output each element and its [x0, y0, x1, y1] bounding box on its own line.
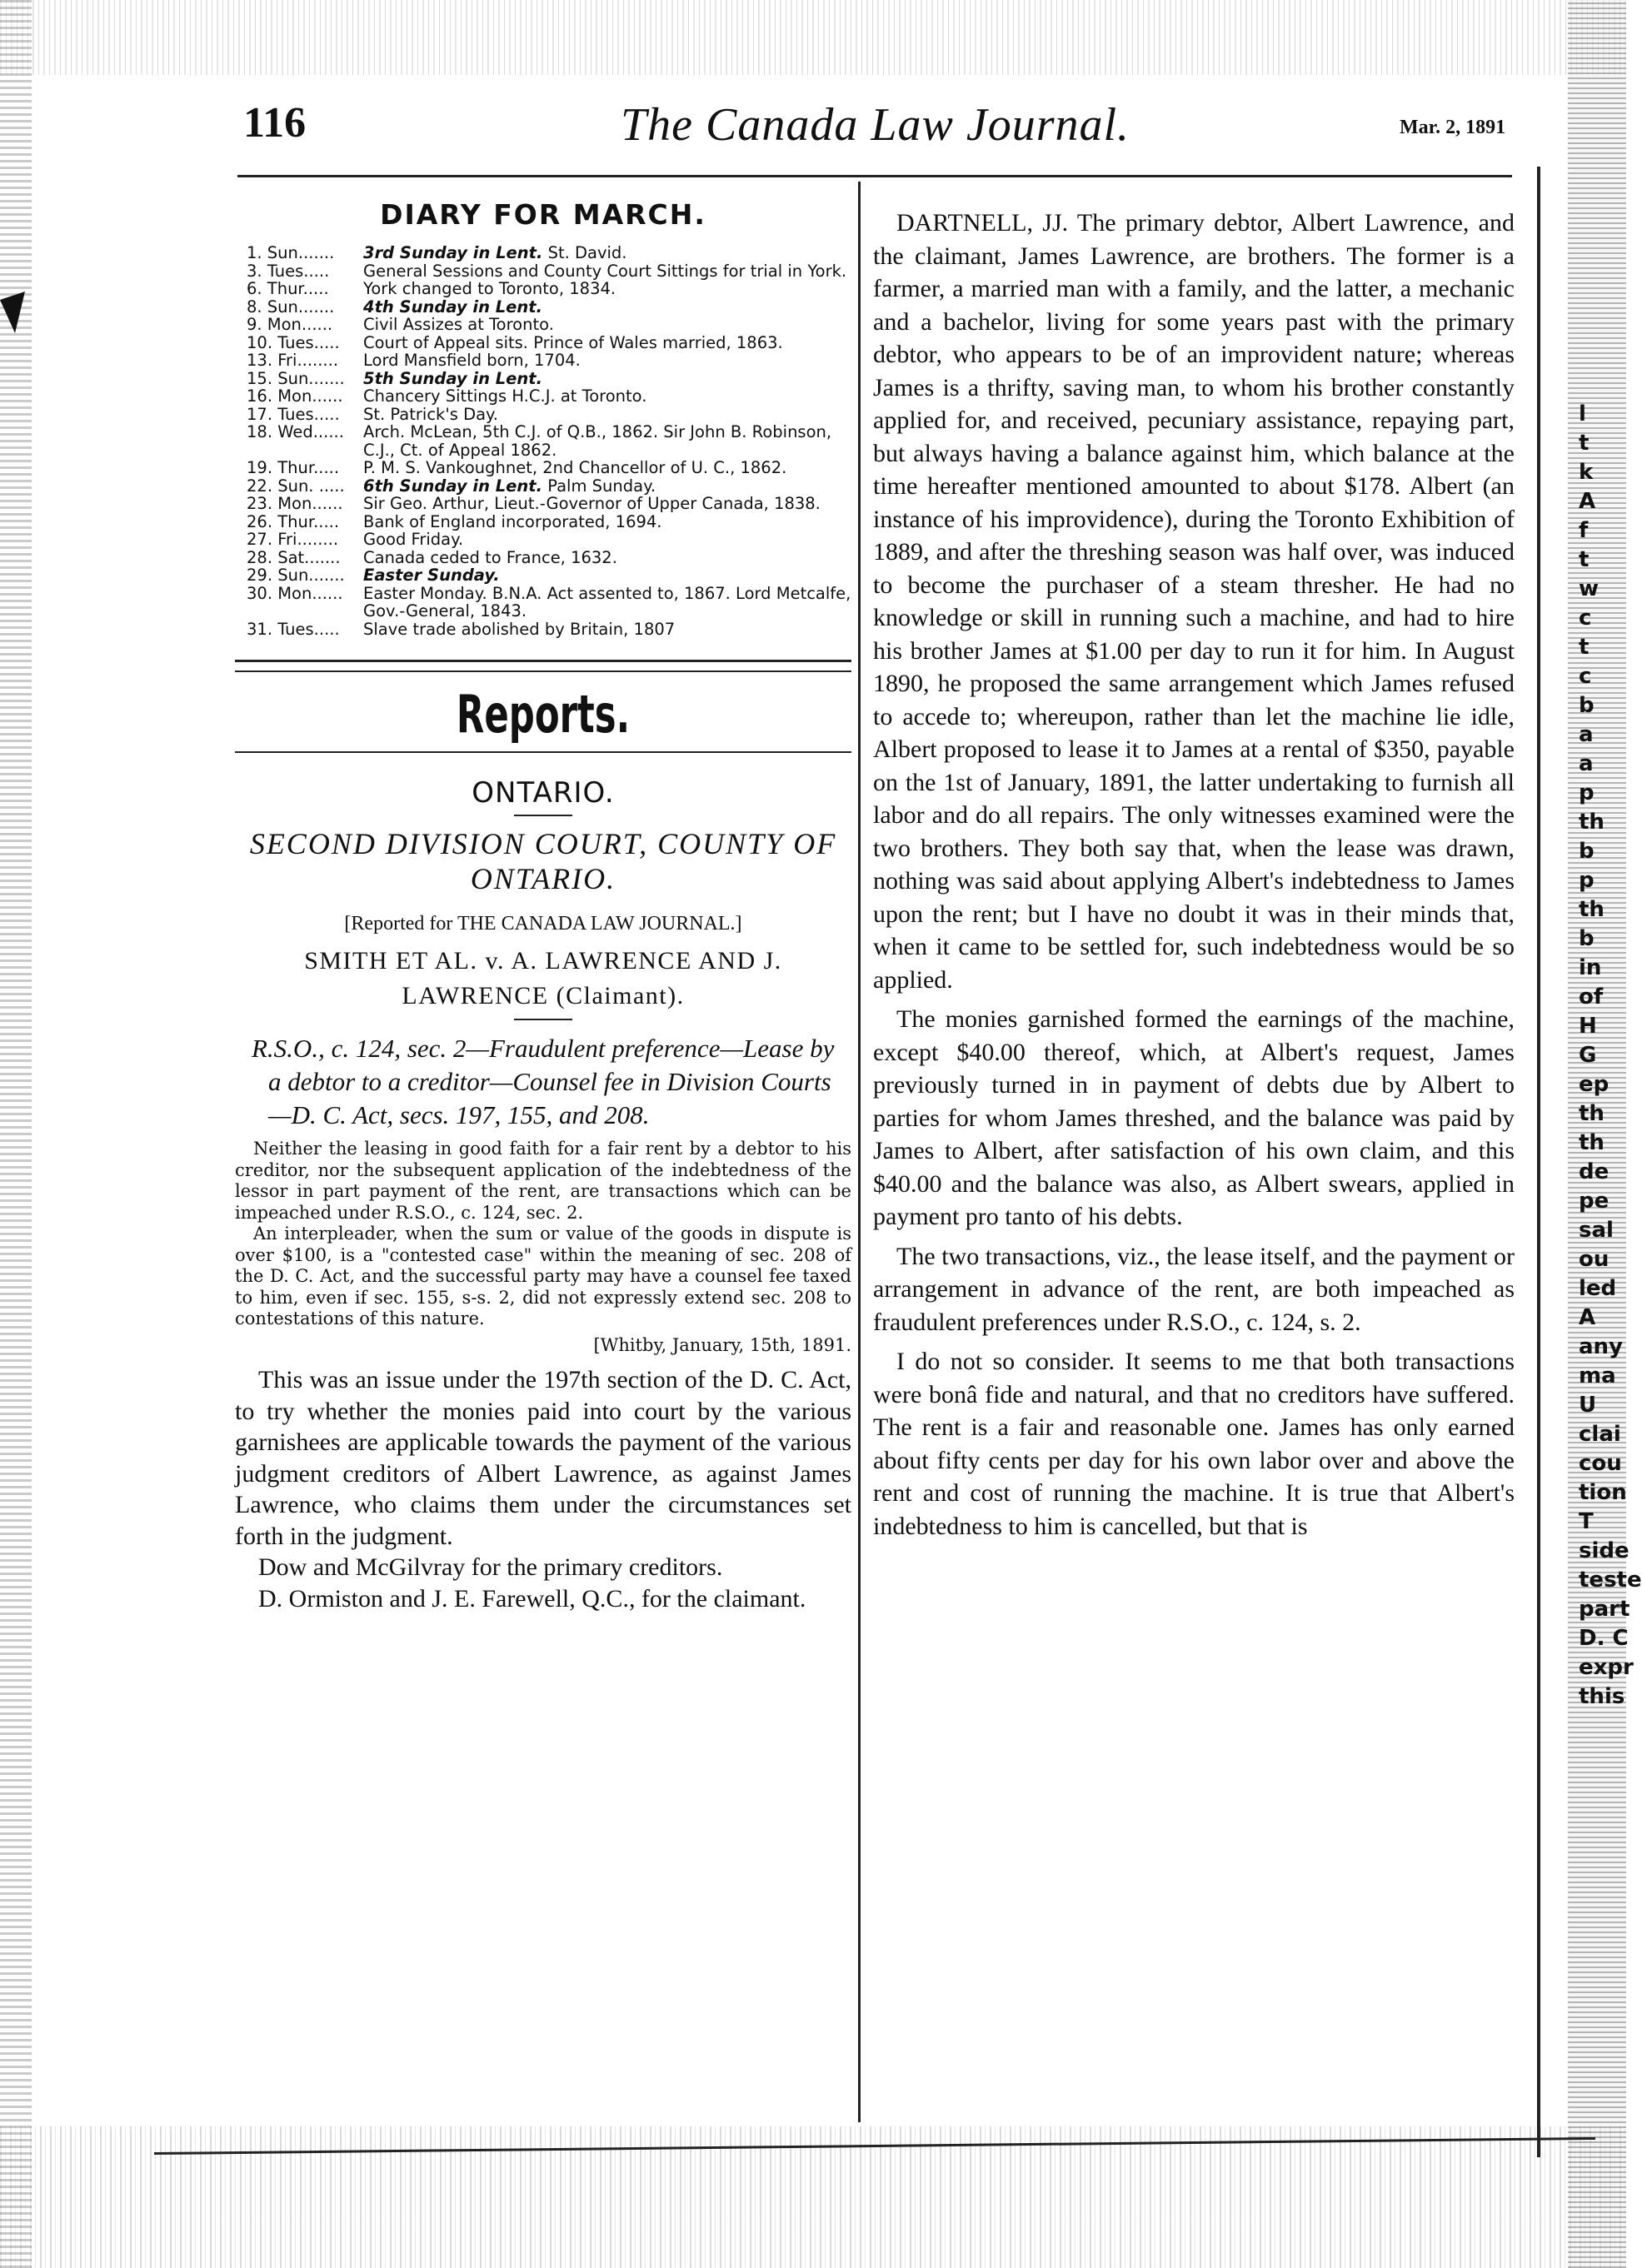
diary-date: 9. Mon......: [247, 315, 333, 334]
diary-entry: [235, 495, 851, 513]
margin-fragment: th: [1579, 1101, 1605, 1126]
diary-entry: [235, 477, 851, 496]
judgment-paragraph: I do not so consider. It seems to me that both transactions were bonâ fide and natural, and that no creditors have suffered. The rent is a fair and reasonable one. James has only earned about fifty cents per day for his own labor over and above the rent and cost of running the machine. It is true that Albert's indebtedness to him is cancelled, but that is: [873, 1348, 1515, 1540]
margin-fragment: a: [1579, 751, 1594, 776]
diary-event-text: Easter Sunday.: [363, 566, 500, 585]
margin-fragment: side: [1579, 1538, 1630, 1563]
judgment-paragraph: The two transactions, viz., the lease itself, and the payment or arrangement in advance of the rent, are both impeached as fraudulent preferences under R.S.O., c. 124, s. 2.: [873, 1242, 1515, 1336]
diary-event-text: Slave trade abolished by Britain, 1807: [363, 619, 676, 639]
diary-event: [363, 406, 851, 424]
diary-entry: [235, 406, 851, 424]
right-frame-line: [1537, 167, 1540, 2157]
margin-fragment: w: [1579, 576, 1600, 601]
diary-entry: [235, 513, 851, 531]
diary-date: 29. Sun.......: [247, 566, 345, 585]
diary-entry: [235, 370, 851, 388]
header-rule: [237, 175, 1512, 177]
reported-for-note: [Reported for THE CANADA LAW JOURNAL.]: [344, 913, 742, 935]
margin-fragment: f: [1579, 518, 1589, 543]
diary-event-text: 4th Sunday in Lent.: [363, 297, 543, 317]
diary-event-text: Canada ceded to France, 1632.: [363, 547, 617, 567]
margin-fragment: of: [1579, 984, 1604, 1009]
headnote: R.S.O., c. 124, sec. 2—Fraudulent preference—Lease by a debtor to a creditor—Counsel fee in Division Courts—D. C. Act, secs. 197, 155, and 208.: [252, 1034, 835, 1129]
counsel-line: Dow and McGilvray for the primary creditors.: [258, 1553, 723, 1581]
diary-event-text: Bank of England incorporated, 1694.: [363, 511, 662, 531]
short-rule: [514, 1019, 572, 1020]
case-summary: [235, 1139, 851, 1356]
diary-event-text: Sir Geo. Arthur, Lieut.-Governor of Upper Canada, 1838.: [363, 494, 821, 513]
reports-heading: Reports.: [456, 684, 631, 745]
diary-event-text: Court of Appeal sits. Prince of Wales married, 1863.: [363, 332, 783, 352]
diary-date: 15. Sun.......: [247, 368, 345, 388]
diary-date: 23. Mon......: [247, 494, 343, 513]
section-rule: [235, 751, 851, 753]
diary-event: [363, 549, 851, 567]
margin-fragment: sal: [1579, 1218, 1614, 1243]
margin-fragment: k: [1579, 460, 1594, 485]
diary-entry: [235, 244, 851, 262]
margin-fragment: D. C: [1579, 1626, 1629, 1651]
diary-date: 1. Sun.......: [247, 243, 335, 262]
diary-entry: [235, 298, 851, 317]
diary-date: 3. Tues.....: [247, 261, 330, 281]
diary-date: 19. Thur.....: [247, 458, 340, 477]
left-body-text: [235, 1364, 851, 1614]
diary-event-text: 6th Sunday in Lent.: [363, 476, 543, 496]
diary-date: 6. Thur.....: [247, 279, 329, 298]
diary-event: [363, 351, 851, 370]
judgment-paragraph: The monies garnished formed the earnings of the machine, except $40.00 thereof, which, at Albert's request, James previously turned in in payment of debts due by Albert to parties for whom James threshed, and the balance was paid by James to Albert, after satisfaction of his own claim, and this $40.00 and the balance was also, as Albert swears, applied in payment pro tanto of his debts.: [873, 1005, 1515, 1230]
diary-date: 13. Fri........: [247, 351, 339, 370]
diary-entry: [235, 459, 851, 477]
issue-date: Mar. 2, 1891: [1400, 117, 1506, 138]
diary-entry: [235, 334, 851, 352]
margin-fragment: teste: [1579, 1568, 1642, 1593]
diary-event: [363, 298, 851, 317]
diary-event: [363, 585, 851, 621]
diary-event-extra: St. David.: [542, 243, 627, 262]
margin-fragment: pe: [1579, 1189, 1610, 1214]
diary-date: 27. Fri........: [247, 530, 339, 549]
diary-entry: [235, 531, 851, 549]
margin-fragment: ma: [1579, 1363, 1616, 1388]
case-name: SMITH ET AL. v. A. LAWRENCE AND J. LAWRENCE (Claimant).: [304, 947, 782, 1009]
diary-event: [363, 423, 851, 459]
margin-fragment: b: [1579, 926, 1595, 951]
diary-event: [363, 495, 851, 513]
margin-fragment: T: [1579, 1509, 1594, 1534]
column-divider: [858, 182, 861, 2122]
diary-event-text: Lord Mansfield born, 1704.: [363, 351, 581, 370]
diary-event: [363, 513, 851, 531]
margin-fragment: tion: [1579, 1480, 1627, 1505]
diary-date: 18. Wed......: [247, 422, 344, 441]
diary-date: 10. Tues.....: [247, 332, 340, 352]
margin-fragment: a: [1579, 722, 1594, 747]
scan-noise-left: [0, 0, 32, 2268]
diary-event-text: Good Friday.: [363, 530, 464, 549]
margin-fragment: t: [1579, 547, 1590, 572]
margin-fragment: th: [1579, 897, 1605, 922]
diary-entry: [235, 316, 851, 334]
margin-fragment: p: [1579, 780, 1595, 805]
counsel-line: D. Ormiston and J. E. Farewell, Q.C., for the claimant.: [258, 1584, 806, 1613]
margin-fragment: G: [1579, 1043, 1597, 1068]
summary-paragraph: An interpleader, when the sum or value of the goods in dispute is over $100, is a "contested case" within the meaning of sec. 208 of the D. C. Act, and the successful party may have a counsel fee taxed to him, even if sec. 155, s-s. 2, did not expressly extend sec. 208 to contestations of this nature.: [235, 1224, 851, 1328]
diary-event: [363, 262, 851, 281]
diary-entry: [235, 423, 851, 459]
diary-date: 17. Tues.....: [247, 404, 340, 424]
diary-title: DIARY FOR MARCH.: [380, 198, 706, 231]
section-double-rule: [235, 660, 851, 672]
diary-event-text: General Sessions and County Court Sittings for trial in York.: [363, 261, 847, 281]
margin-fragment: t: [1579, 635, 1590, 660]
margin-fragment: this: [1579, 1684, 1625, 1709]
diary-date: 31. Tues.....: [247, 619, 340, 639]
scan-noise-top: [0, 0, 1626, 75]
diary-entry: [235, 566, 851, 585]
summary-paragraph: Neither the leasing in good faith for a fair rent by a debtor to his creditor, nor the subsequent application of the indebtedness of the lessor in part payment of the rent, are transactions which can be impeached under R.S.O., c. 124, sec. 2.: [235, 1139, 851, 1223]
margin-fragment: de: [1579, 1159, 1610, 1184]
margin-fragment: expr: [1579, 1655, 1634, 1680]
short-rule: [514, 815, 572, 816]
diary-event-text: P. M. S. Vankoughnet, 2nd Chancellor of U. C., 1862.: [363, 458, 787, 477]
margin-fragment: A: [1579, 1305, 1596, 1330]
diary-event-text: Chancery Sittings H.C.J. at Toronto.: [363, 386, 647, 406]
case-citation: [Whitby, January, 15th, 1891.: [593, 1334, 851, 1355]
diary-event-text: Easter Monday. B.N.A. Act assented to, 1867. Lord Metcalfe, Gov.-General, 1843.: [363, 583, 851, 621]
diary-date: 26. Thur.....: [247, 511, 340, 531]
margin-fragment: any: [1579, 1334, 1624, 1359]
margin-fragment: in: [1579, 955, 1602, 980]
diary-event: [363, 244, 851, 262]
diary-entry: [235, 585, 851, 621]
body-paragraph: This was an issue under the 197th section of the D. C. Act, to try whether the monies paid into court by the various garnishees are applicable towards the payment of the various judgment creditors of Albert Lawrence, as against James Lawrence, who claims them under the circumstances set forth in the judgment.: [235, 1366, 851, 1550]
margin-fragment: c: [1579, 664, 1592, 689]
margin-fragment: H: [1579, 1014, 1597, 1039]
diary-event: [363, 566, 851, 585]
diary-date: 22. Sun. .....: [247, 476, 345, 496]
margin-fragment: th: [1579, 810, 1605, 835]
journal-title: The Canada Law Journal.: [621, 99, 1130, 151]
diary-event: [363, 477, 851, 496]
margin-fragment: b: [1579, 839, 1595, 864]
left-column: [235, 190, 851, 1614]
diary-event: [363, 334, 851, 352]
diary-event-text: Arch. McLean, 5th C.J. of Q.B., 1862. Sir John B. Robinson, C.J., Ct. of Appeal 1862.: [363, 422, 832, 460]
court-heading: SECOND DIVISION COURT, COUNTY OF ONTARIO.: [249, 827, 837, 895]
judgment-paragraph: DARTNELL, JJ. The primary debtor, Albert Lawrence, and the claimant, James Lawrence, are brothers. The former is a farmer, a married man with a family, and the latter, a mechanic and a bachelor, living for some years past with the primary debtor, who appears to be of an improvident nature; whereas James is a thrifty, saving man, to whom his brother constantly applied for, and received, pecuniary assistance, repaying part, but always having a balance against him, which balance at the time hereafter mentioned amounted to about $178. Albert (an instance of his improvidence), during the Toronto Exhibition of 1889, and after the threshing season was half over, was induced to become the purchaser of a steam thresher. He had no knowledge or skill in running such a machine, and had to hire his brother James at $1.00 per day to run it for him. In August 1890, he proposed the same arrangement which James refused to accede to; whereupon, rather than let the machine lie idle, Albert proposed to lease it to James at a rental of $350, payable on the 1st of January, 1891, the latter undertaking to furnish all labor and do all repairs. The only witnesses examined were the two brothers. They both say that, when the lease was drawn, nothing was said about applying Albert's indebtedness to James upon the rent; but I have no doubt it was in their minds that, when it came to be settled for, such indebtedness would be so applied.: [873, 209, 1515, 994]
diary-date: 16. Mon......: [247, 386, 343, 406]
diary-event: [363, 459, 851, 477]
page-number: 116: [243, 99, 307, 147]
margin-fragment: part: [1579, 1597, 1630, 1622]
diary-event-text: Civil Assizes at Toronto.: [363, 315, 554, 334]
diary-event-extra: Palm Sunday.: [542, 476, 656, 496]
margin-fragment: ou: [1579, 1247, 1610, 1272]
diary-entry: [235, 549, 851, 567]
diary-event: [363, 531, 851, 549]
diary-event: [363, 370, 851, 388]
diary-event: [363, 621, 851, 639]
margin-fragment: clai: [1579, 1422, 1621, 1447]
diary-entry: [235, 280, 851, 298]
margin-fragment: led: [1579, 1276, 1617, 1301]
province-heading: ONTARIO.: [472, 776, 615, 810]
margin-fragment: p: [1579, 868, 1595, 893]
diary-date: 8. Sun.......: [247, 297, 335, 317]
diary-entry: [235, 621, 851, 639]
margin-fragment: t: [1579, 431, 1590, 456]
diary-entry: [235, 262, 851, 281]
diary-event: [363, 387, 851, 406]
right-column: [873, 207, 1515, 1549]
diary-event: [363, 316, 851, 334]
diary-event-text: 3rd Sunday in Lent.: [363, 243, 543, 262]
diary-date: 30. Mon......: [247, 583, 343, 603]
diary-entry: [235, 351, 851, 370]
margin-fragment: ep: [1579, 1072, 1610, 1097]
diary-date: 28. Sat.......: [247, 547, 341, 567]
diary-event-text: York changed to Toronto, 1834.: [363, 279, 616, 298]
margin-fragment: U: [1579, 1393, 1597, 1418]
adjacent-page-fragments: [1579, 400, 1642, 1712]
margin-fragment: c: [1579, 606, 1592, 631]
diary-event-text: 5th Sunday in Lent.: [363, 368, 543, 388]
margin-fragment: th: [1579, 1130, 1605, 1155]
margin-fragment: cou: [1579, 1451, 1622, 1476]
margin-fragment: b: [1579, 693, 1595, 718]
diary-event: [363, 280, 851, 298]
margin-fragment: A: [1579, 489, 1596, 514]
diary-event-text: St. Patrick's Day.: [363, 404, 498, 424]
margin-fragment: l: [1579, 401, 1586, 426]
diary-entry: [235, 387, 851, 406]
diary-list: [235, 244, 851, 638]
